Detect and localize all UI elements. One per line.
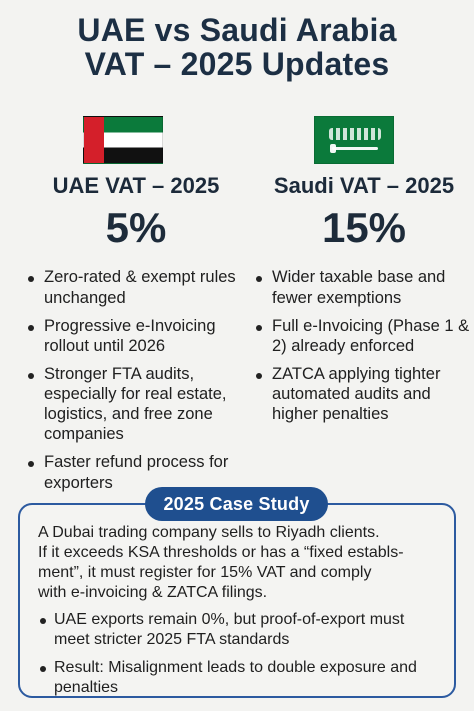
uae-vat-bullets: [22, 267, 250, 492]
uae-bullet-item: [22, 316, 250, 356]
flags-row: [0, 116, 474, 168]
case-study-bullet-text: UAE exports remain 0%, but proof-of-export must meet stricter 2025 FTA standards: [54, 611, 405, 648]
case-study-paragraph-line: A Dubai trading company sells to Riyadh clients.: [38, 524, 380, 541]
saudi-vat-column: [250, 173, 474, 432]
saudi-bullet-item: [250, 316, 474, 356]
uae-vat-column: [22, 173, 250, 501]
saudi-flag-icon: [314, 116, 394, 164]
saudi-flag-script-icon: [329, 128, 381, 140]
saudi-bullet-text: Full e-Invoicing (Phase 1 & 2) already enforced: [272, 316, 470, 355]
uae-bullet-text: Progressive e-Invoicing rollout until 2026: [44, 316, 216, 355]
uae-bullet-item: [22, 364, 250, 445]
uae-bullet-text: Stronger FTA audits, especially for real estate, logistics, and free zone companies: [44, 364, 227, 444]
case-study-paragraph-line: with e-invoicing & ZATCA filings.: [38, 584, 268, 601]
uae-vat-rate: 5%: [105, 204, 167, 252]
case-study-bullet-item: [34, 658, 444, 698]
case-study-paragraph-line: If it exceeds KSA thresholds or has a “fixed establs-: [38, 544, 404, 561]
case-study-bullet-text: Result: Misalignment leads to double exposure and penalties: [54, 659, 417, 696]
uae-bullet-text: Faster refund process for exporters: [44, 453, 229, 492]
saudi-bullet-item: [250, 267, 474, 307]
uae-flag-icon: [83, 116, 163, 164]
saudi-flag-sword-icon: [332, 147, 378, 150]
case-study-badge: 2025 Case Study: [145, 487, 328, 521]
saudi-vat-rate: 15%: [321, 204, 407, 252]
page-title: [0, 14, 474, 81]
page-title-line-2: VAT – 2025 Updates: [84, 45, 390, 82]
case-study-bullet-item: [34, 610, 444, 650]
saudi-vat-bullets: [250, 267, 474, 424]
saudi-bullet-text: Wider taxable base and fewer exemptions: [272, 268, 446, 307]
saudi-vat-heading: Saudi VAT – 2025: [273, 173, 455, 198]
saudi-bullet-text: ZATCA applying tighter automated audits and higher penalties: [272, 364, 441, 424]
page-title-line-1: UAE vs Saudi Arabia: [77, 12, 397, 48]
case-study-paragraph: [38, 523, 448, 603]
case-study-paragraph-line: ment”, it must register for 15% VAT and comply: [38, 564, 372, 581]
uae-bullet-text: Zero-rated & exempt rules unchanged: [44, 268, 236, 307]
uae-bullet-item: [22, 267, 250, 307]
saudi-bullet-item: [250, 364, 474, 424]
case-study-bullets: [34, 610, 444, 706]
uae-vat-heading: UAE VAT – 2025: [52, 173, 220, 198]
